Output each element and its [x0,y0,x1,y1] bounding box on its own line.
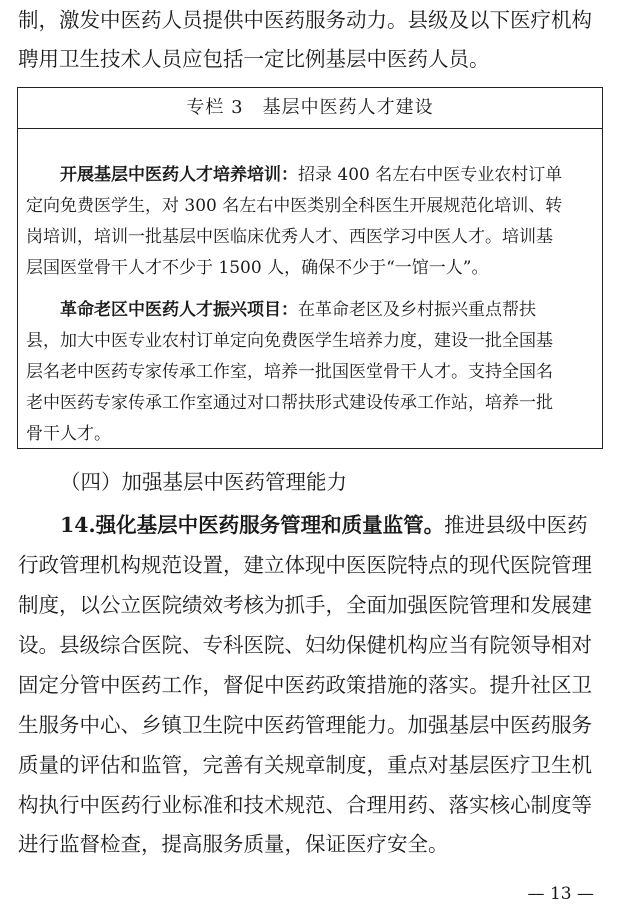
article-line: 生服务中心、乡镇卫生院中医药管理能力。加强基层中医药服务 [18,713,592,737]
item1-line: 定向免费医学生，对 300 名左右中医类别全科医生开展规范化培训、转 [26,196,563,216]
article-line: 固定分管中医药工作，督促中医药政策措施的落实。提升社区卫 [18,673,592,697]
item2-line: 骨干人才。 [26,424,111,444]
item1-first-line [60,161,562,189]
column-box [17,87,603,449]
article-line: 质量的评估和监管，完善有关规章制度，重点对基层医疗卫生机 [18,753,592,777]
item1-heading: 开展基层中医药人才培养培训： [60,165,298,185]
article-first-line-text: 推进县级中医药 [444,513,588,537]
column-box-title: 专栏 3 基层中医药人才建设 [18,88,602,129]
item2-line: 层名老中医药专家传承工作室，培养一批国医堂骨干人才。支持全国名 [26,362,553,382]
item2-line: 老中医药专家传承工作室通过对口帮扶形式建设传承工作站，培养一批 [26,393,553,413]
item2-line: 县，加大中医专业农村订单定向免费医学生培养力度，建设一批全国基 [26,331,553,351]
article-first-line [60,510,588,540]
intro-line-1: 制，激发中医药人员提供中医药服务动力。县级及以下医疗机构 [18,8,592,32]
section-heading: （四）加强基层中医药管理能力 [60,470,347,494]
article-line: 行政管理机构规范设置，建立体现中医医院特点的现代医院管理 [18,553,592,577]
item2-first-line [60,296,536,324]
item1-line: 层国医堂骨干人才不少于 1500 人，确保不少于“一馆一人”。 [26,258,489,278]
article-line: 进行监督检查，提高服务质量，保证医疗安全。 [18,832,449,856]
item1-line: 岗培训，培训一批基层中医临床优秀人才、西医学习中医人才。培训基 [26,227,553,247]
item2-heading: 革命老区中医药人才振兴项目： [60,300,298,320]
article-line: 制度，以公立医院绩效考核为抓手，全面加强医院管理和发展建 [18,593,592,617]
item1-first-line-text: 招录 400 名左右中医专业农村订单 [298,165,563,185]
item2-first-line-text: 在革命老区及乡村振兴重点帮扶 [298,300,536,320]
article-heading: 14.强化基层中医药服务管理和质量监管。 [60,513,445,537]
article-line: 构执行中医药行业标准和技术规范、合理用药、落实核心制度等 [18,793,592,817]
intro-line-2: 聘用卫生技术人员应包括一定比例基层中医药人员。 [18,47,490,71]
page-number: — 13 — [527,884,594,904]
article-line: 设。县级综合医院、专科医院、妇幼保健机构应当有院领导相对 [18,633,592,657]
